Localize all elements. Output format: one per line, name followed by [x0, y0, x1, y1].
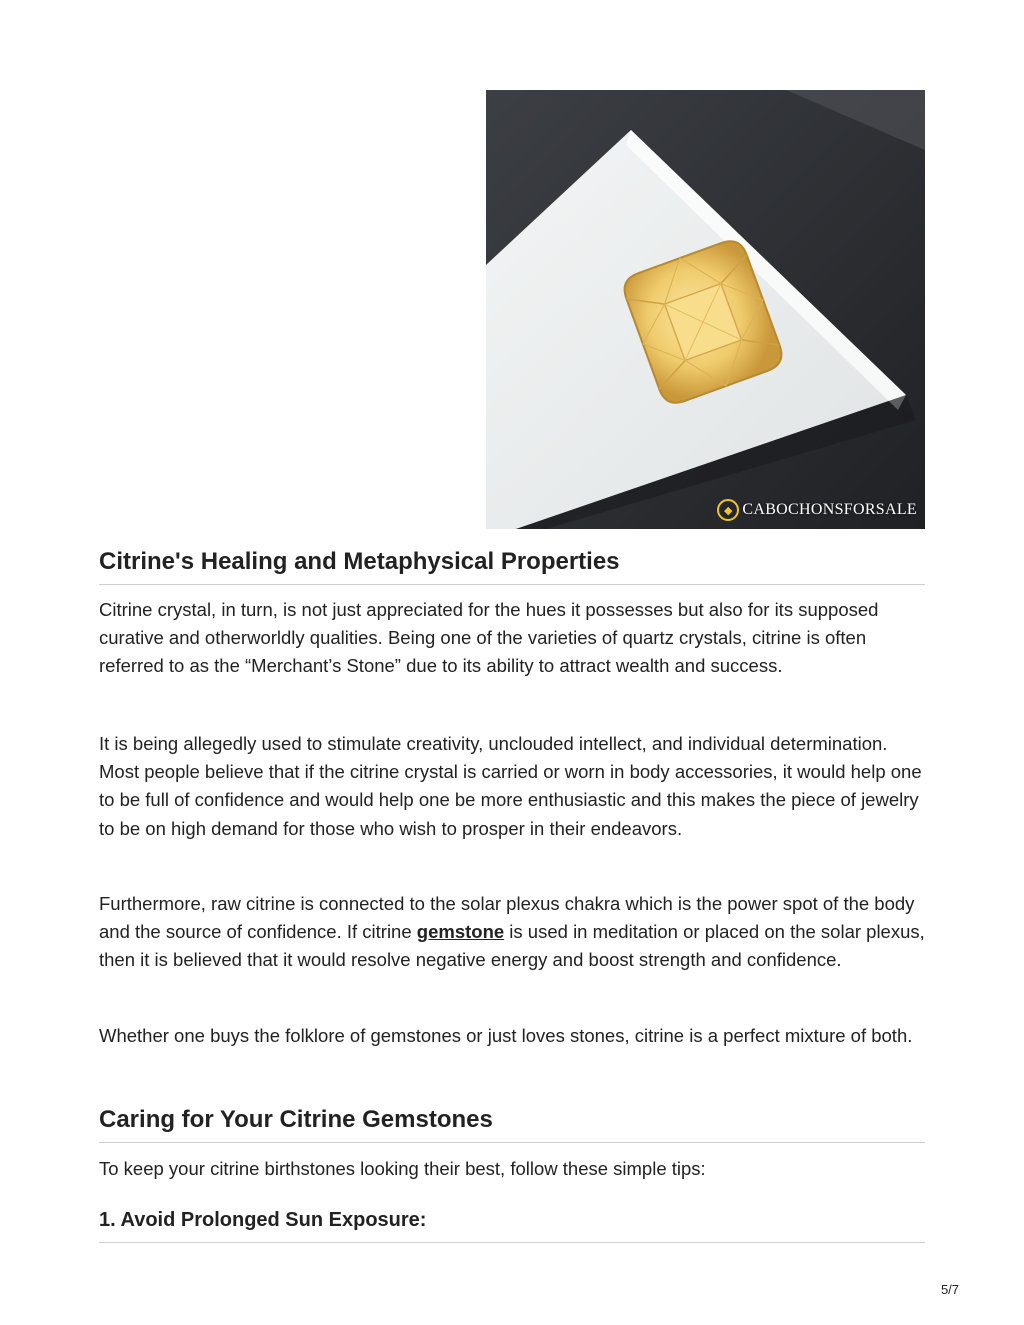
- watermark: [717, 499, 917, 521]
- section-heading-caring: Caring for Your Citrine Gemstones: [99, 1106, 925, 1143]
- paragraph-text-end: is used in meditation or placed on the solar plexus, then it is believed that it would resolve negative energy and boost strength and confidence.: [99, 921, 925, 971]
- paragraph-3: [99, 890, 925, 975]
- paragraph-text: Citrine crystal, in turn, is not just appreciated for the hues it possesses but also for its supposed curative and otherworldly qualities. Being one of the varieties of quartz crystals, citrine is often referred to as the “Merchant’s Stone” due to its ability to attract wealth and success.: [99, 599, 879, 677]
- gemstone-link[interactable]: gemstone: [416, 921, 505, 943]
- paragraph-text: Whether one buys the folklore of gemstones or just loves stones, citrine is a perfect mixture of both.: [99, 1025, 913, 1046]
- page-number: 5/7: [940, 1282, 960, 1297]
- gemstone-illustration: [486, 90, 925, 529]
- watermark-text: CABOCHONSFORSALE: [742, 501, 917, 518]
- section-heading-healing: Citrine's Healing and Metaphysical Properties: [99, 548, 925, 585]
- subsection-sun-exposure: [99, 1209, 925, 1243]
- subsection-heading: 1. Avoid Prolonged Sun Exposure:: [99, 1209, 925, 1243]
- paragraph-4: [99, 1022, 925, 1050]
- paragraph-2: [99, 730, 925, 843]
- paragraph-text: It is being allegedly used to stimulate creativity, unclouded intellect, and individual determination. Most people believe that if the citrine crystal is carried or worn in body accessories, it would help one to be full of confidence and would help one be more enthusiastic and this makes the piece of jewelry to be on high demand for those who wish to prosper in their endeavors.: [99, 733, 922, 839]
- section-caring: [99, 1106, 925, 1143]
- paragraph-text: [99, 890, 925, 975]
- paragraph-text: To keep your citrine birthstones looking their best, follow these simple tips:: [99, 1158, 706, 1179]
- paragraph-text-start: Furthermore, raw citrine is connected to the solar plexus chakra which is the power spot of the body and the source of confidence. If citrine: [99, 893, 915, 943]
- paragraph-5: [99, 1155, 925, 1183]
- section-healing-properties: [99, 548, 925, 585]
- brand-logo-icon: ◆: [717, 499, 739, 521]
- paragraph-1: [99, 596, 925, 681]
- citrine-gemstone-photo: [486, 90, 925, 529]
